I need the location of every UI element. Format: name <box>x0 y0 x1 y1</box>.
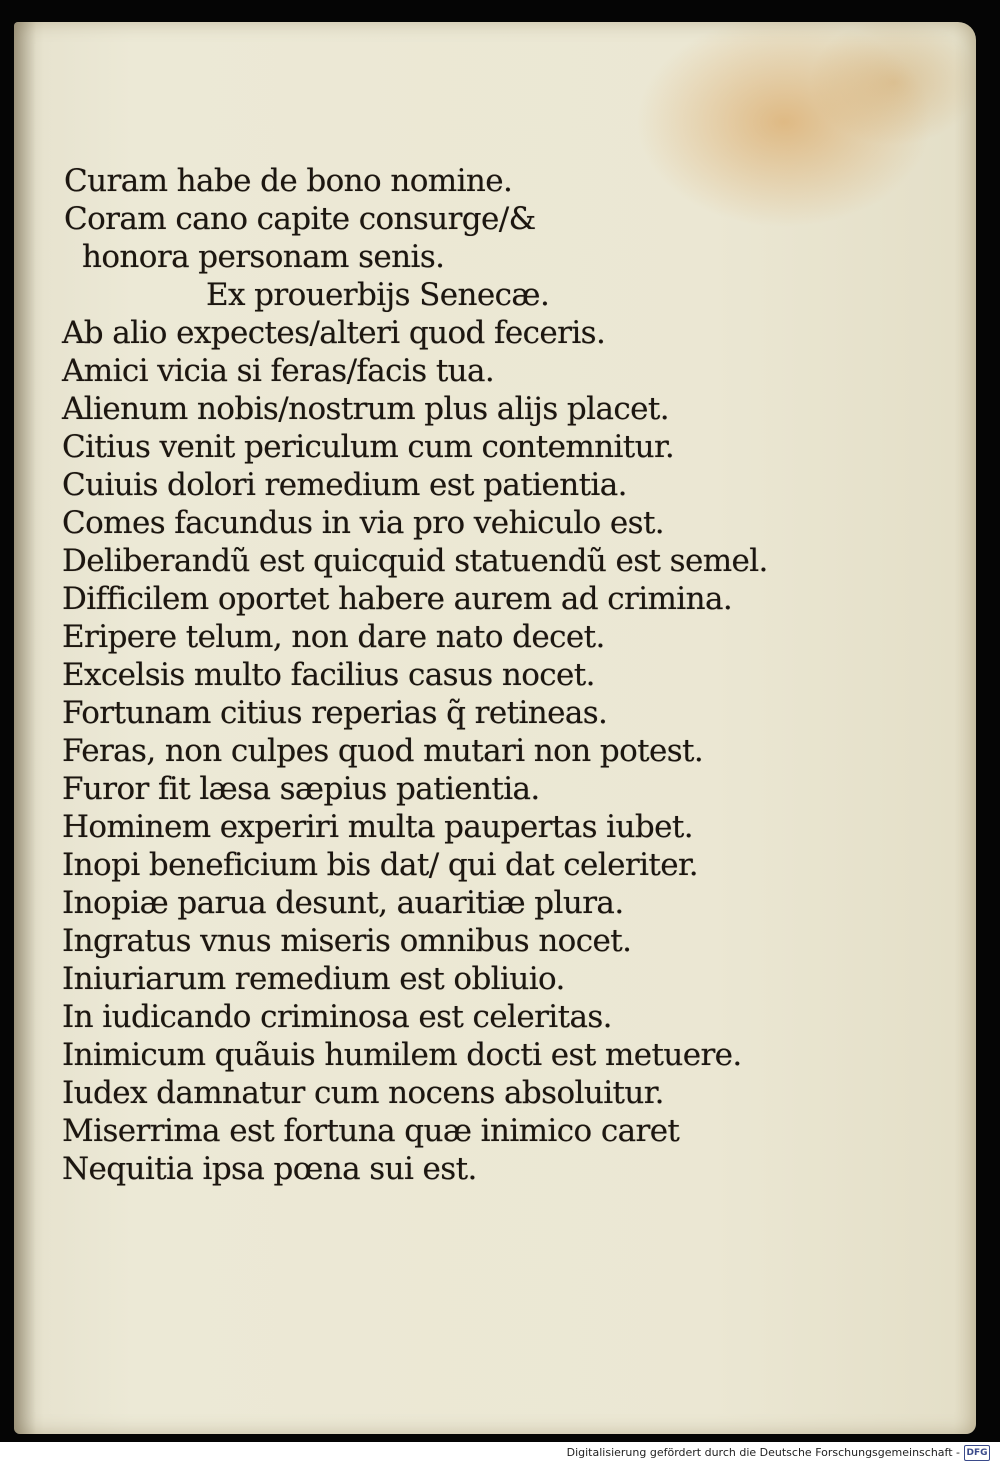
text-line: Feras, non culpes quod mutari non potest. <box>62 733 704 769</box>
text-line: honora personam senis. <box>82 239 445 275</box>
text-line: Fortunam citius reperias q̃ retineas. <box>62 695 608 731</box>
text-line: Citius venit periculum cum contemnitur. <box>62 429 675 465</box>
section-heading: Ex prouerbijs Senecæ. <box>206 277 550 313</box>
text-line: Comes facundus in via pro vehiculo est. <box>62 505 665 541</box>
text-line: Alienum nobis/nostrum plus alijs placet. <box>62 391 669 427</box>
text-line: Eripere telum, non dare nato decet. <box>62 619 605 655</box>
dfg-logo-text: DFG <box>966 1448 988 1458</box>
text-line: Amici vicia si feras/facis tua. <box>62 353 495 389</box>
text-line: Inopiæ parua desunt, auaritiæ plura. <box>62 885 624 921</box>
funding-credit: Digitalisierung gefördert durch die Deutsche Forschungsgemeinschaft - <box>566 1446 960 1459</box>
text-line: Miserrima est fortuna quæ inimico caret <box>62 1113 680 1149</box>
text-line: Curam habe de bono nomine. <box>64 163 513 199</box>
text-line: In iudicando criminosa est celeritas. <box>62 999 612 1035</box>
dfg-logo-icon <box>964 1445 990 1461</box>
text-line: Furor fit læsa sæpius patientia. <box>62 771 540 807</box>
book-page <box>14 22 976 1434</box>
text-line: Iniuriarum remedium est obliuio. <box>62 961 565 997</box>
text-line: Ab alio expectes/alteri quod feceris. <box>62 315 606 351</box>
text-line: Inimicum quãuis humilem docti est metuere. <box>62 1037 742 1073</box>
binding-shadow <box>14 22 36 1434</box>
text-line: Inopi beneficium bis dat/ qui dat celeriter. <box>62 847 699 883</box>
text-line: Excelsis multo facilius casus nocet. <box>62 657 595 693</box>
text-line: Iudex damnatur cum nocens absoluitur. <box>62 1075 664 1111</box>
text-line: Coram cano capite consurge/& <box>64 201 536 237</box>
text-line: Deliberandũ est quicquid statuendũ est semel. <box>62 543 768 579</box>
text-line: Nequitia ipsa pœna sui est. <box>62 1151 477 1187</box>
text-line: Hominem experiri multa paupertas iubet. <box>62 809 693 845</box>
text-line: Cuiuis dolori remedium est patientia. <box>62 467 627 503</box>
footer-bar <box>0 1442 1000 1465</box>
text-line: Difficilem oportet habere aurem ad crimina. <box>62 581 733 617</box>
text-line: Ingratus vnus miseris omnibus nocet. <box>62 923 632 959</box>
